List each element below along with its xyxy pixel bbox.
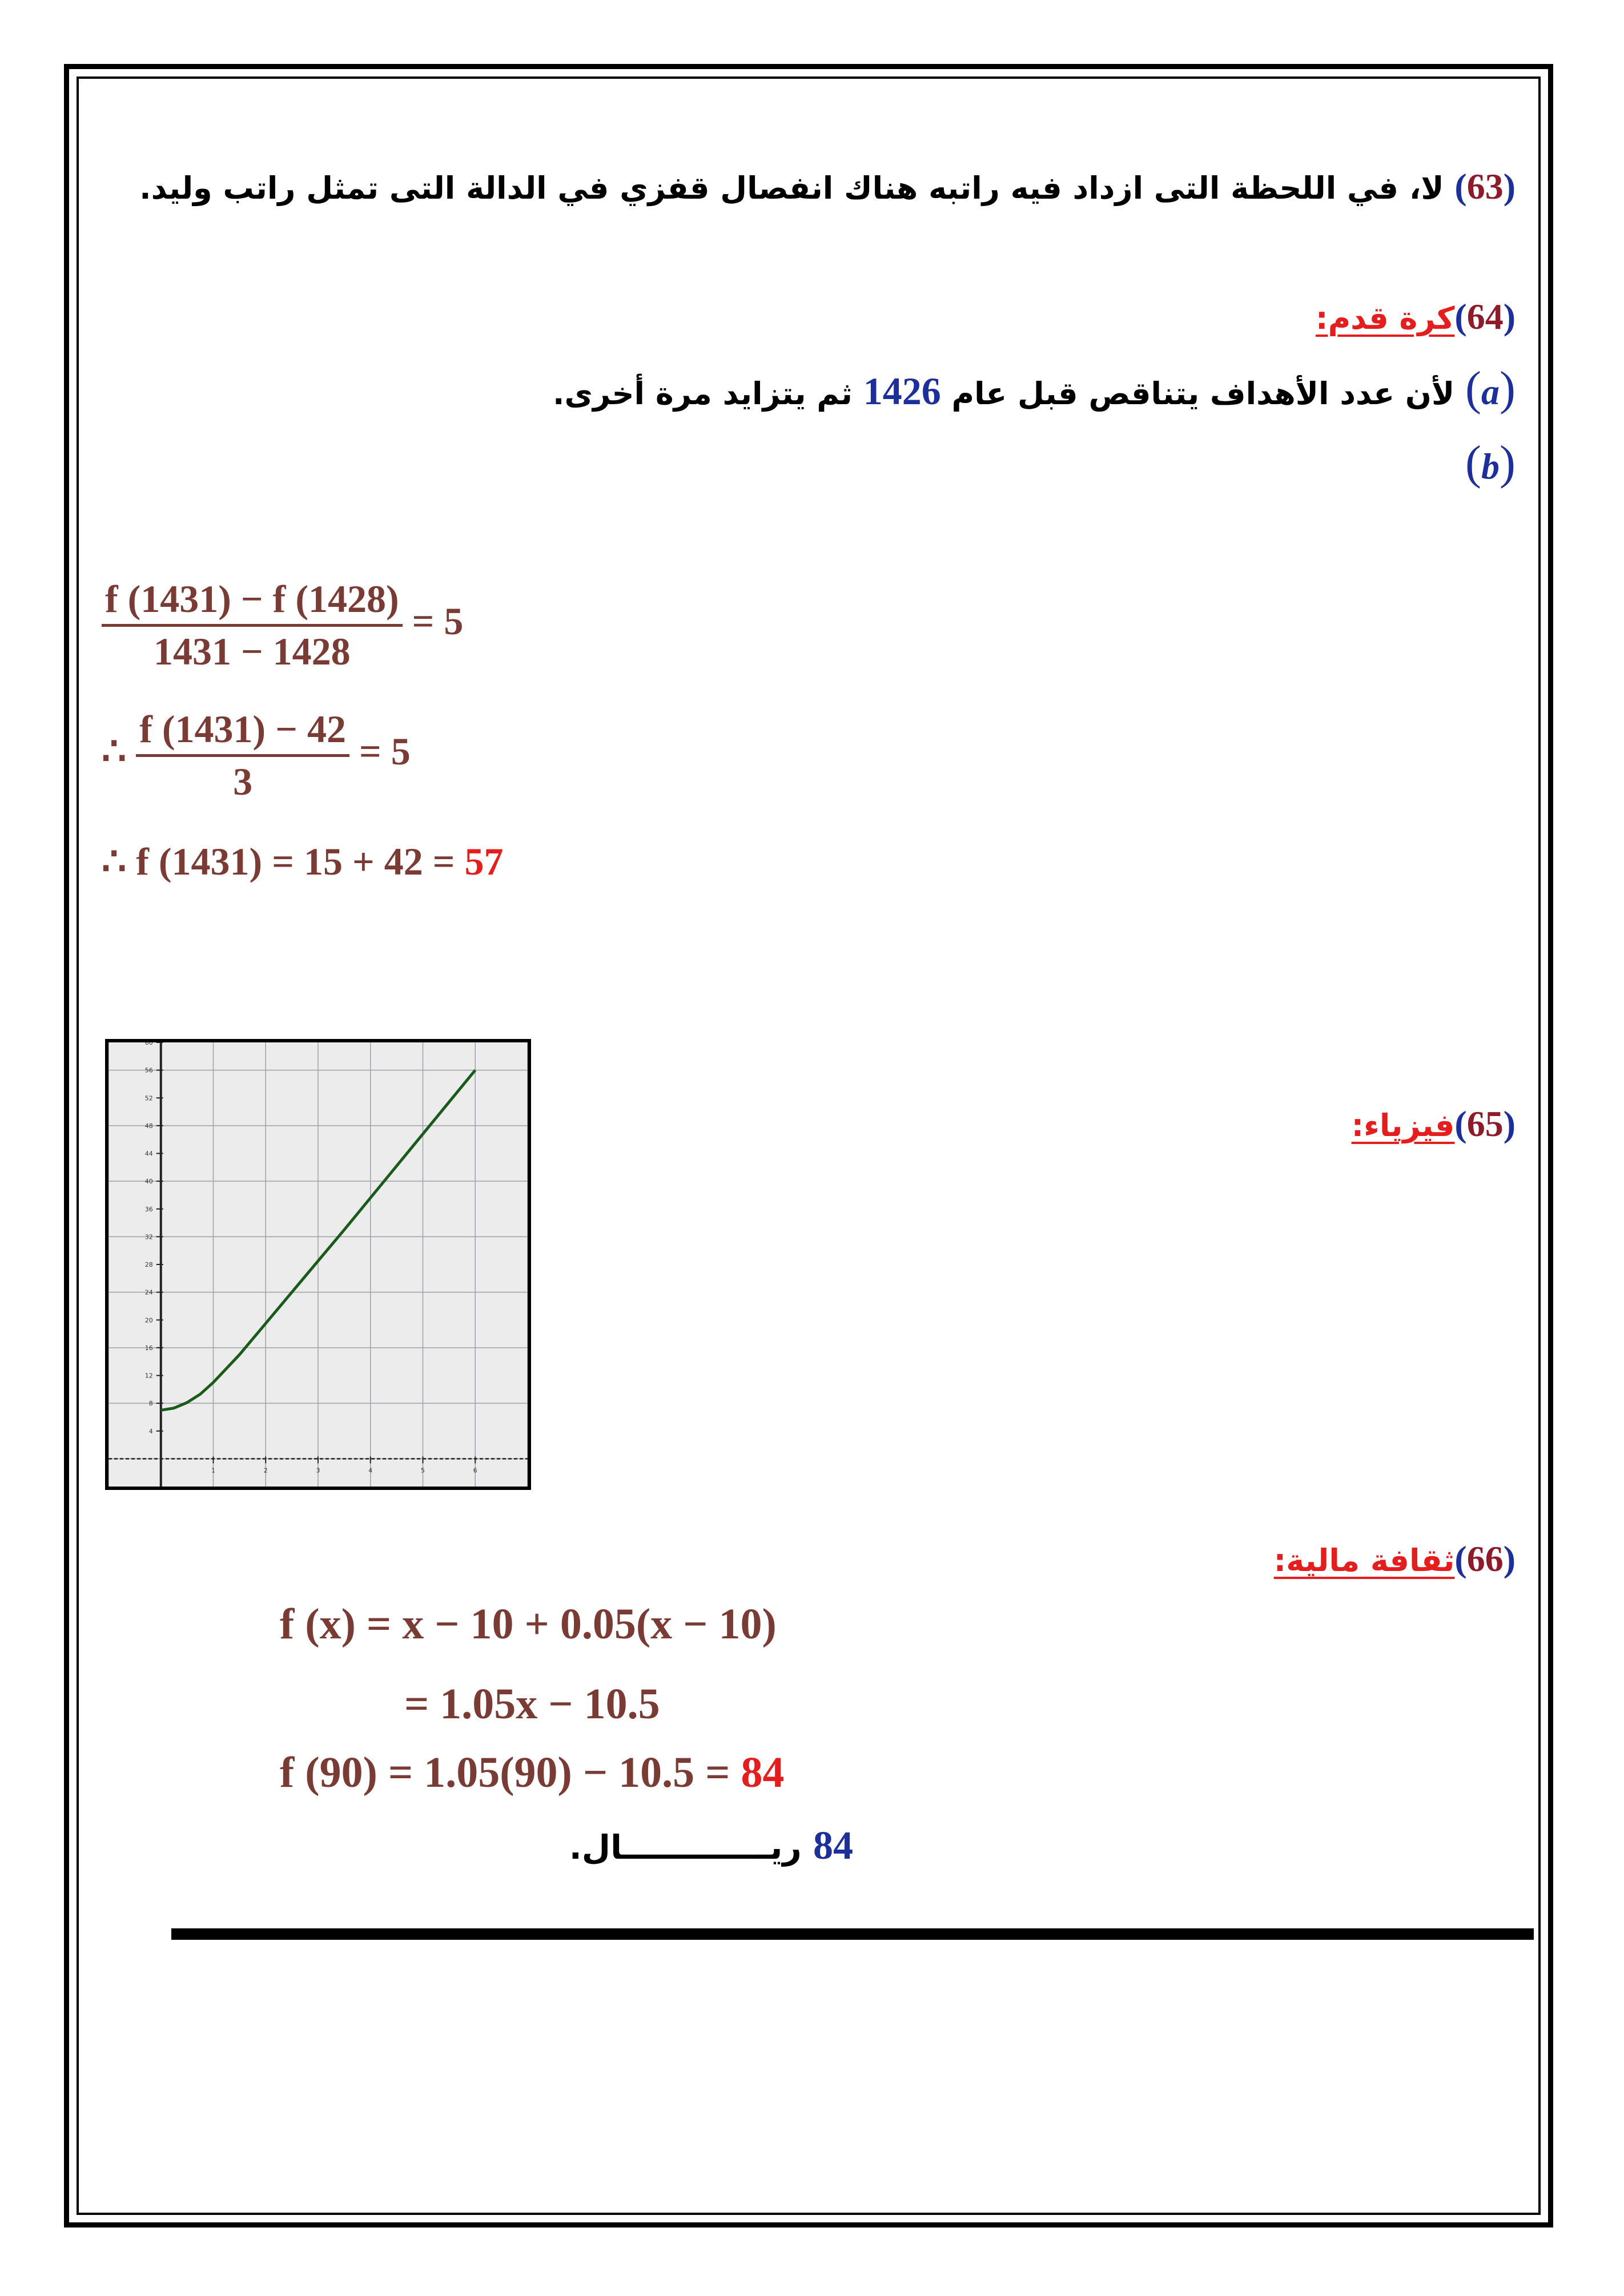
q63-number-close: ) [1454, 166, 1467, 207]
q66-number: 66 [1466, 1538, 1504, 1579]
q66-paren-close: ) [1454, 1538, 1467, 1579]
q64-eq1 [102, 577, 463, 674]
q64-eq1-denominator: 1431 − 1428 [153, 630, 351, 673]
q66-heading [1274, 1538, 1516, 1580]
q65-paren-close: ) [1454, 1103, 1467, 1144]
q64-eq2-therefore: ∴ [102, 730, 127, 774]
q63-text: لا، في اللحظة التى ازداد فيه راتبه هناك انفصال قفزي في الدالة التى تمثل راتب وليد. [139, 170, 1444, 206]
q65-title: فيزياء: [1351, 1107, 1455, 1143]
q64-eq3-expr: f (1431) = 15 + 42 = [136, 840, 455, 883]
q64a-paren-open: ( [1500, 362, 1516, 415]
q66-answer-unit: ريـــــــــــــال. [569, 1828, 802, 1867]
q66-eq3 [280, 1748, 784, 1798]
q64-paren-close: ) [1454, 296, 1467, 337]
chart-y-tick-label: 4 [148, 1427, 153, 1435]
q64-eq2-rhs: = 5 [359, 730, 411, 774]
q64-eq3-therefore: ∴ [102, 840, 127, 883]
q66-title: ثقافة مالية: [1273, 1542, 1455, 1578]
chart-y-tick-label: 8 [148, 1400, 153, 1408]
chart-x-tick-label: 3 [316, 1467, 320, 1475]
chart-x-tick-label: 2 [263, 1467, 268, 1475]
q64-title: كرة قدم: [1315, 300, 1455, 336]
q64-eq2-numerator: f (1431) − 42 [136, 707, 349, 757]
q66-answer-value: 84 [813, 1824, 853, 1868]
q64-part-b [1465, 435, 1516, 490]
q64a-text-before: لأن عدد الأهداف يتناقص قبل عام [951, 376, 1455, 412]
q66-answer [569, 1823, 853, 1869]
q63-number: 63 [1466, 166, 1504, 207]
q64-eq2 [102, 707, 411, 804]
q64a-paren-close: ) [1465, 362, 1482, 415]
q66-eq3-result: 84 [741, 1749, 785, 1796]
q63-number-open: ( [1503, 166, 1516, 207]
q64-paren-open: ( [1503, 296, 1516, 337]
bottom-divider [171, 1928, 1534, 1940]
q64b-paren-open: ( [1500, 436, 1516, 489]
q65-chart-svg [108, 1042, 528, 1487]
q64-number: 64 [1466, 296, 1504, 337]
chart-y-tick-label: 56 [144, 1066, 153, 1074]
q64a-label: a [1481, 372, 1500, 412]
q64-eq3-result: 57 [464, 840, 504, 883]
chart-y-tick-label: 12 [144, 1372, 153, 1380]
q64b-label: b [1481, 446, 1500, 486]
q63-line [139, 166, 1516, 208]
q65-number: 65 [1466, 1103, 1504, 1144]
chart-y-tick-label: 36 [144, 1205, 153, 1213]
q64-eq1-fraction [102, 577, 403, 674]
chart-y-tick-label: 60 [144, 1042, 153, 1046]
q65-heading [1352, 1103, 1516, 1145]
q66-eq1-text: f (x) = x − 10 + 0.05(x − 10) [280, 1600, 777, 1648]
q64b-paren-close: ) [1465, 436, 1482, 489]
chart-y-tick-label: 52 [144, 1094, 153, 1102]
q66-eq3-expr: f (90) = 1.05(90) − 10.5 = [280, 1749, 730, 1796]
chart-x-tick-label: 5 [421, 1467, 425, 1475]
q66-paren-open: ( [1503, 1538, 1516, 1579]
q64-eq2-fraction [136, 707, 349, 804]
q64a-text-after: ثم يتزايد مرة أخرى. [553, 376, 853, 412]
chart-y-tick-label: 16 [144, 1344, 153, 1352]
q66-eq2-text: = 1.05x − 10.5 [404, 1680, 660, 1728]
chart-x-tick-label: 4 [368, 1467, 373, 1475]
chart-x-tick-label: 1 [211, 1467, 215, 1475]
chart-y-tick-label: 48 [144, 1122, 153, 1130]
q64-eq2-denominator: 3 [233, 760, 253, 803]
chart-x-tick-label: 6 [473, 1467, 477, 1475]
chart-y-tick-label: 44 [144, 1150, 153, 1158]
chart-y-tick-label: 20 [144, 1316, 153, 1324]
chart-y-tick-label: 40 [144, 1178, 153, 1186]
q66-eq1 [280, 1600, 777, 1649]
q64-eq1-numerator: f (1431) − f (1428) [102, 577, 403, 627]
q65-paren-open: ( [1503, 1103, 1516, 1144]
chart-y-tick-label: 32 [144, 1233, 153, 1241]
q65-graph [105, 1039, 531, 1490]
chart-y-tick-label: 28 [144, 1261, 153, 1268]
q64a-year: 1426 [863, 369, 941, 413]
chart-y-tick-label: 24 [144, 1288, 153, 1296]
q66-eq2 [404, 1679, 660, 1729]
q64-heading [1316, 296, 1516, 338]
q64-eq1-rhs: = 5 [412, 599, 464, 643]
q64-eq3 [102, 839, 503, 884]
q64-part-a [553, 361, 1516, 416]
